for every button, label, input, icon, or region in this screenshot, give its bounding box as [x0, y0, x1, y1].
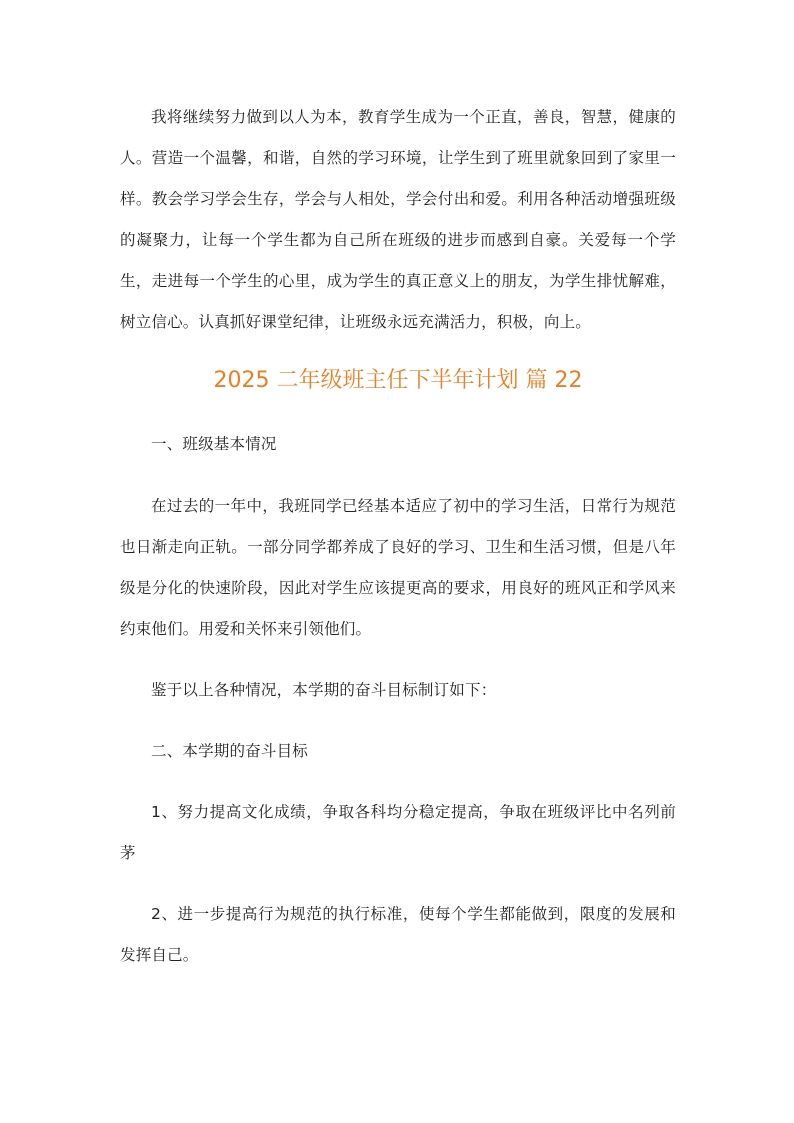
- goal-1-paragraph: 1、努力提高文化成绩，争取各科均分稳定提高，争取在班级评比中名列前茅: [120, 803, 676, 862]
- goal-2-paragraph: 2、进一步提高行为规范的执行标准，使每个学生都能做到，限度的发展和发挥自己。: [120, 905, 676, 964]
- section-1-title: 一、班级基本情况: [151, 435, 277, 453]
- document-content: [120, 97, 676, 976]
- intro-paragraph: 我将继续努力做到以人为本，教育学生成为一个正直，善良，智慧，健康的人。营造一个温馨，和谐，自然的学习环境，让学生到了班里就象回到了家里一样。教会学习学会生存，学会与人相处，学会付出和爱。利用各种活动增强班级的凝聚力，让每一个学生都为自己所在班级的进步而感到自豪。关爱每一个学生，走进每一个学生的心里，成为学生的真正意义上的朋友，为学生排忧解难，树立信心。认真抓好课堂纪律，让班级永远充满活力，积极，向上。: [120, 108, 676, 331]
- section-2-title: 二、本学期的奋斗目标: [151, 742, 309, 760]
- section-heading: 2025 二年级班主任下半年计划 篇 22: [213, 368, 583, 393]
- section-1-body: 在过去的一年中，我班同学已经基本适应了初中的学习生活，日常行为规范也日渐走向正轨。一部分同学都养成了良好的学习、卫生和生活习惯，但是八年级是分化的快速阶段，因此对学生应该提更高的要求，用良好的班风正和学风来约束他们。用爱和关怀来引领他们。: [120, 497, 676, 638]
- transition-paragraph: 鉴于以上各种情况，本学期的奋斗目标制订如下：: [151, 681, 497, 699]
